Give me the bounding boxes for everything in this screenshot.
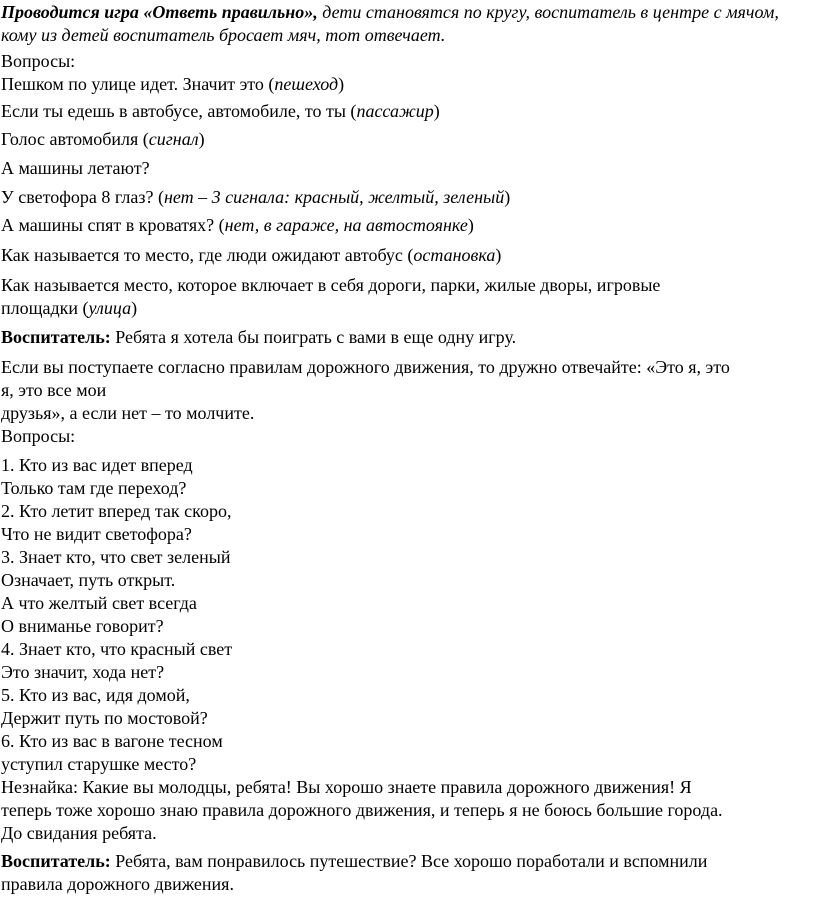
poem-line: О вниманье говорит?	[1, 616, 164, 636]
teacher-line-2: Воспитатель: Ребята, вам понравилось путешествие? Все хорошо поработали и вспомнили	[1, 851, 708, 871]
poem-line: Это значит, хода нет?	[1, 662, 165, 682]
neznaika-line-1: Незнайка: Какие вы молодцы, ребята! Вы хорошо знаете правила дорожного движения! Я	[1, 777, 692, 797]
qa-long-line-1: Как называется место, которое включает в себя дороги, парки, жилые дворы, игровые	[1, 275, 661, 295]
qa-answer: пассажир	[356, 101, 434, 121]
qa-long-line-2: площадки (улица)	[1, 298, 138, 318]
neznaika-line-2: теперь тоже хорошо знаю правила дорожного движения, и теперь я не боюсь большие города.	[1, 800, 723, 820]
qa-line: У светофора 8 глаз? (нет – 3 сигнала: красный, желтый, зеленый)	[1, 187, 511, 207]
teacher-line-2-cont: правила дорожного движения.	[1, 874, 234, 894]
qa-answer: нет – 3 сигнала: красный, желтый, зеленый	[163, 187, 505, 207]
poem-line: уступил старушке место?	[1, 754, 197, 774]
poem-line: 2. Кто летит вперед так скоро,	[1, 501, 232, 521]
poem-line: Только там где переход?	[1, 478, 187, 498]
qa-line: Голос автомобиля (сигнал)	[1, 129, 205, 149]
poem-line: 4. Знает кто, что красный свет	[1, 639, 233, 659]
qa-answer: пешеход	[274, 74, 339, 94]
qa-line: Как называется то место, где люди ожидают автобус (остановка)	[1, 245, 502, 265]
poem-line: 3. Знает кто, что свет зеленый	[1, 547, 231, 567]
qa-line: А машины спят в кроватях? (нет, в гараже, на автостоянке)	[1, 215, 474, 235]
questions-heading: Вопросы:	[1, 51, 76, 71]
qa-answer: улица	[88, 298, 132, 318]
qa-line: Пешком по улице идет. Значит это (пешеход)	[1, 74, 345, 94]
rules-line-3: друзья», а если нет – то молчите.	[1, 403, 255, 423]
qa-line: А машины летают?	[1, 158, 150, 178]
qa-line: Если ты едешь в автобусе, автомобиле, то ты (пассажир)	[1, 101, 440, 121]
neznaika-line-3: До свидания ребята.	[1, 823, 157, 843]
game-intro-paragraph	[1, 1, 813, 47]
rules-line-2: я, это все мои	[1, 380, 107, 400]
poem-line: Что не видит светофора?	[1, 524, 192, 544]
teacher-line-1: Воспитатель: Ребята я хотела бы поиграть с вами в еще одну игру.	[1, 327, 517, 347]
poem-line: 5. Кто из вас, идя домой,	[1, 685, 190, 705]
poem-line: Означает, путь открыт.	[1, 570, 176, 590]
speaker-label: Воспитатель:	[1, 327, 111, 347]
poem-line: 6. Кто из вас в вагоне тесном	[1, 731, 223, 751]
speaker-label: Воспитатель:	[1, 851, 111, 871]
rules-line-1: Если вы поступаете согласно правилам дорожного движения, то дружно отвечайте: «Это я, это	[1, 357, 730, 377]
poem-line: Держит путь по мостовой?	[1, 708, 208, 728]
questions-heading: Вопросы:	[1, 426, 76, 446]
qa-answer: нет, в гараже, на автостоянке	[224, 215, 468, 235]
game-description: дети становятся по кругу, воспитатель в центре с мячом, кому из детей воспитатель бросает мяч, тот отвечает.	[1, 2, 779, 45]
game-title: Проводится игра «Ответь правильно»,	[1, 2, 318, 22]
poem-line: 1. Кто из вас идет вперед	[1, 455, 193, 475]
poem-line: А что желтый свет всегда	[1, 593, 197, 613]
qa-answer: остановка	[413, 245, 496, 265]
qa-answer: сигнал	[148, 129, 199, 149]
